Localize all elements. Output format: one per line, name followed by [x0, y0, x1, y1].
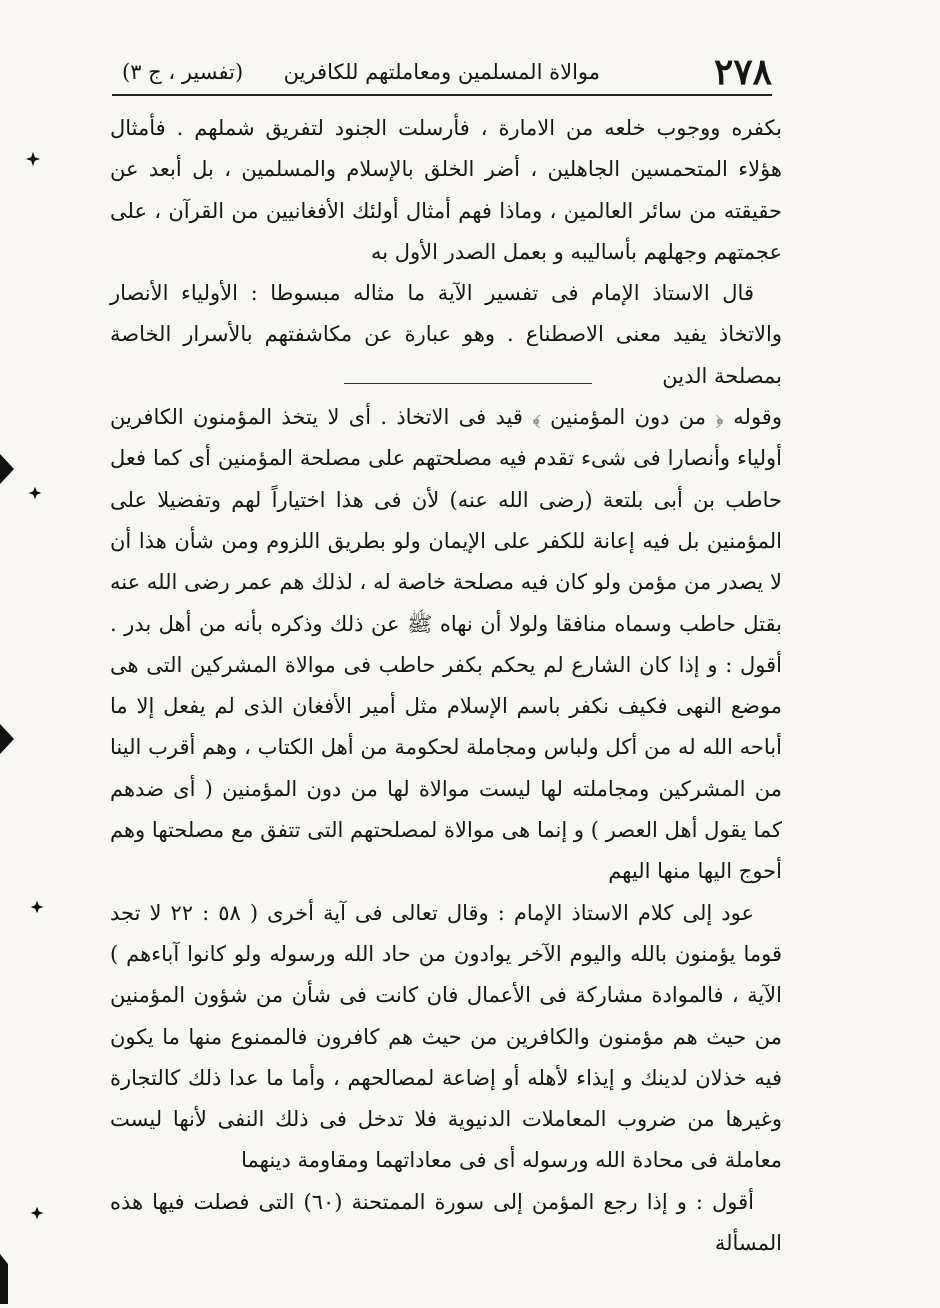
section-rule — [344, 383, 592, 384]
paragraph-final: أقول : و إذا رجع المؤمن إلى سورة الممتحنة (٦٠) التى فصلت فيها هذه المسألة — [110, 1189, 782, 1256]
edge-tab-icon — [0, 1254, 10, 1304]
ink-speck-icon — [24, 150, 42, 168]
running-title: موالاة المسلمين ومعاملتهم للكافرين — [283, 60, 600, 84]
page-number: ٢٧٨ — [713, 51, 772, 93]
paragraph-verse-explanation: وقوله ﴿ من دون المؤمنين ﴾ قيد فى الاتخاذ . أى لا يتخذ المؤمنون الكافرين أولياء وأنصارا فى شىء تقدم فيه مصلحتهم على مصلحة المؤمنين أى كما فعل حاطب بن أبى بلتعة (رضى الله عنه) لأن فى هذا اختياراً لهم وتفضيلا على المؤمنين بل فيه إعانة للكفر على الإيمان ولو بطريق اللزوم ومن شأن هذا أن لا يصدر من مؤمن ولو كان فيه مصلحة خاصة له ، لذلك هم عمر رضى الله عنه بقتل حاطب وسماه منافقا ولولا أن نهاه ﷺ عن ذلك وذكره بأنه من أهل بدر . أقول : و إذا كان الشارع لم يحكم بكفر حاطب فى موالاة المشركين التى هى موضع النهى فكيف نكفر باسم الإسلام مثل أمير الأفغان الذى لم يفعل إلا ما أباحه الله له من أكل ولباس ومجاملة لحكومة من أهل الكتاب ، وهم أقرب الينا من المشركين ومجاملته لها ليست موالاة لها من دون المؤمنين ( أى ضدهم كما يقول أهل العصر ) و إنما هى موالاة لمصلحتهم التى تتفق مع مصلحتها وهم أحوج اليها منها اليهم — [110, 405, 782, 884]
edge-tab-icon — [0, 724, 16, 754]
ink-speck-icon — [28, 1204, 46, 1222]
book-reference: (تفسير ، ج ٣) — [122, 60, 244, 84]
ink-speck-icon — [28, 898, 46, 916]
edge-tab-icon — [0, 454, 16, 484]
paragraph-imam-commentary: قال الاستاذ الإمام فى تفسير الآية ما مثاله مبسوطا : الأولياء الأنصار والاتخاذ يفيد معنى الاصطناع . وهو عبارة عن مكاشفتهم بالأسرار الخاصة بمصلحة الدين — [110, 281, 782, 388]
header-rule — [112, 94, 772, 96]
ink-speck-icon — [26, 484, 44, 502]
body-text — [110, 108, 782, 1264]
paragraph-continuation: بكفره ووجوب خلعه من الامارة ، فأرسلت الجنود لتفريق شملهم . فأمثال هؤلاء المتحمسين الجاهلين ، أضر الخلق بالإسلام والمسلمين ، بل أبعد عن حقيقته من سائر العالمين ، وماذا فهم أمثال أولئك الأفغانيين من القرآن ، على عجمتهم وجهلهم بأساليبه و بعمل الصدر الأول به — [110, 116, 782, 264]
page-header — [112, 50, 772, 96]
paragraph-return-to-imam: عود إلى كلام الاستاذ الإمام : وقال تعالى فى آية أخرى ( ٥٨ : ٢٢ لا تجد قوما يؤمنون بالله واليوم الآخر يوادون من حاد الله ورسوله ولو كانوا آباءهم ) الآية ، فالموادة مشاركة فى الأعمال فان كانت فى شأن من شؤون المؤمنين من حيث هم مؤمنون والكافرين من حيث هم كافرون فالممنوع منها ما يكون فيه خذلان لدينك و إيذاء لأهله أو إضاعة لمصالحهم ، وأما ما عدا ذلك كالتجارة وغيرها من ضروب المعاملات الدنيوية فلا تدخل فى ذلك النفى لأنها ليست معاملة فى محادة الله ورسوله أى فى معاداتهما ومقاومة دينهما — [110, 900, 782, 1173]
